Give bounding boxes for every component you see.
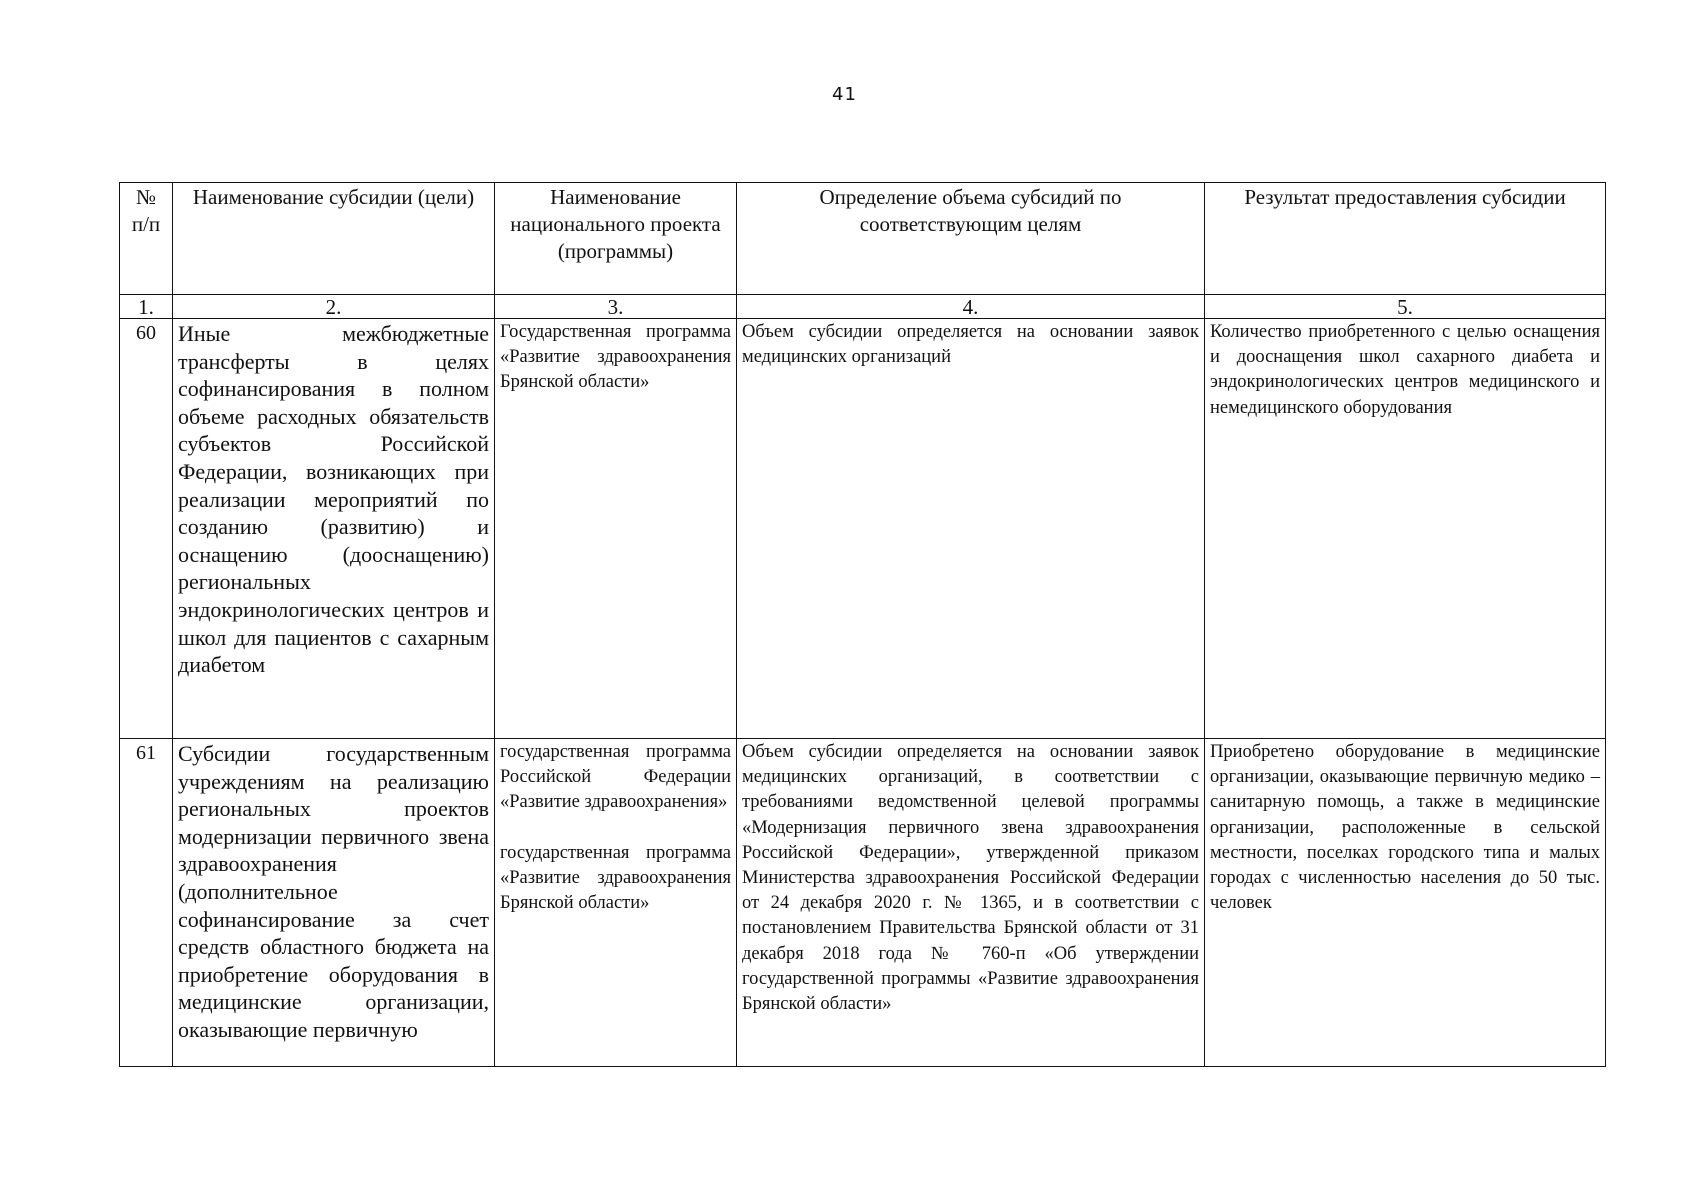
table-header-row [120,183,1606,295]
row-number: 61 [120,739,173,1067]
subsidy-result: Количество приобретенного с целью оснащения и дооснащения школ сахарного диабета и эндокринологических центров медицинского и немедицинского оборудования [1205,319,1606,739]
volume-definition: Объем субсидии определяется на основании заявок медицинских организаций [737,319,1205,739]
header-cell-volume-definition: Определение объема субсидий по соответствующим целям [737,183,1205,295]
national-project [495,319,737,739]
national-project [495,739,737,1067]
header-cell-national-project: Наименование национального проекта (программы) [495,183,737,295]
subsidy-name: Субсидии государственным учреждениям на реализацию региональных проектов модернизации первичного звена здравоохранения (дополнительное софинансирование за счет средств областного бюджета на приобретение оборудования в медицинские организации, оказывающие первичную [173,739,495,1067]
subsidy-table [119,182,1606,1067]
header-cell-number: № п/п [120,183,173,295]
row-number: 60 [120,319,173,739]
column-number-cell: 1. [120,295,173,319]
column-number-row [120,295,1606,319]
column-number-cell: 2. [173,295,495,319]
header-cell-result: Результат предоставления субсидии [1205,183,1606,295]
subsidy-name: Иные межбюджетные трансферты в целях софинансирования в полном объеме расходных обязательств субъектов Российской Федерации, возникающих при реализации мероприятий по созданию (развитию) и оснащению (дооснащению) региональных эндокринологических центров и школ для пациентов с сахарным диабетом [173,319,495,739]
column-number-cell: 4. [737,295,1205,319]
header-cell-subsidy-name: Наименование субсидии (цели) [173,183,495,295]
national-project-line: государственная программа Российской Федерации «Развитие здравоохранения» [500,742,731,813]
national-project-line: государственная программа «Развитие здравоохранения Брянской области» [500,842,731,914]
column-number-cell: 5. [1205,295,1606,319]
table-row [120,739,1606,1067]
volume-definition: Объем субсидии определяется на основании заявок медицинских организаций, в соответствии с требованиями ведомственной целевой программы «Модернизация первичного звена здравоохранения Российской Федерации», утвержденной приказом Министерства здравоохранения Российской Федерации от 24 декабря 2020 г. № 1365, и в соответствии с постановлением Правительства Брянской области от 31 декабря 2018 года № 760-п «Об утверждении государственной программы «Развитие здравоохранения Брянской области» [737,739,1205,1067]
table-row [120,319,1606,739]
column-number-cell: 3. [495,295,737,319]
national-project-line: Государственная программа «Развитие здравоохранения Брянской области» [500,322,731,393]
subsidy-result: Приобретено оборудование в медицинские организации, оказывающие первичную медико – санитарную помощь, а также в медицинские организации, расположенные в сельской местности, поселках городского типа и малых городах с численностью населения до 50 тыс. человек [1205,739,1606,1067]
page-number: 41 [832,84,857,105]
